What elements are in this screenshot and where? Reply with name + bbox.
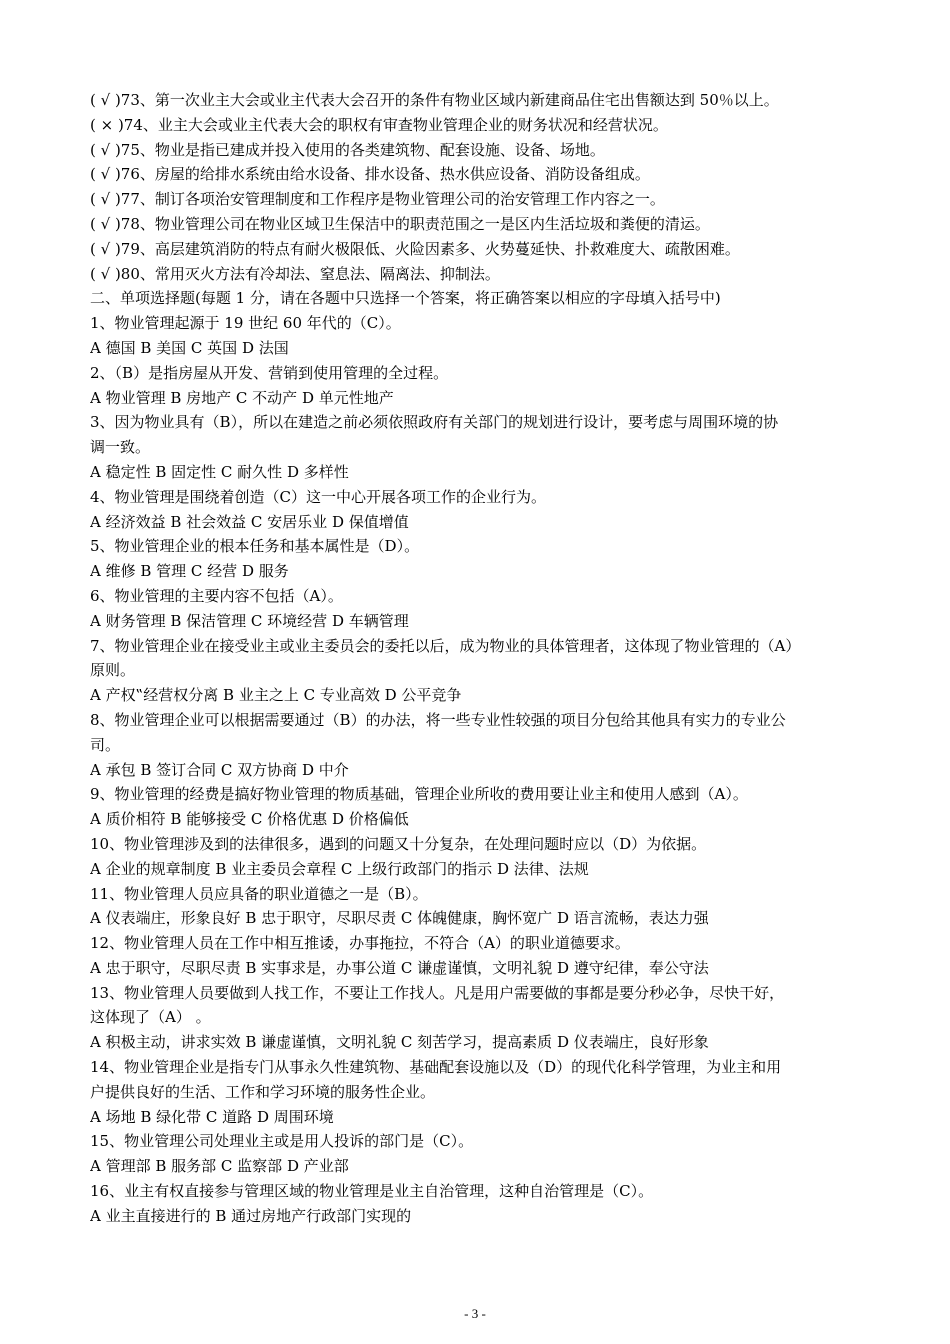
question-line: 1、物业管理起源于 19 世纪 60 年代的（C）。: [90, 314, 401, 333]
options-line: A 维修 B 管理 C 经营 D 服务: [90, 562, 289, 581]
question-line: 2、（B）是指房屋从开发、营销到使用管理的全过程。: [90, 363, 449, 382]
options-line: A 企业的规章制度 B 业主委员会章程 C 上级行政部门的指示 D 法律、法规: [90, 859, 589, 878]
question-line: 14、物业管理企业是指专门从事永久性建筑物、基础配套设施以及（D）的现代化科学管理，为业主和用: [90, 1058, 782, 1077]
options-line: A 稳定性 B 固定性 C 耐久性 D 多样性: [90, 462, 349, 481]
options-line: A 忠于职守，尽职尽责 B 实事求是，办事公道 C 谦虚谨慎，文明礼貌 D 遵守纪律，奉公守法: [90, 958, 709, 977]
options-line: A 经济效益 B 社会效益 C 安居乐业 D 保值增值: [90, 512, 409, 531]
question-line: 6、物业管理的主要内容不包括（A）。: [90, 586, 343, 605]
question-line: 8、物业管理企业可以根据需要通过（B）的办法，将一些专业性较强的项目分包给其他具有实力的专业公: [90, 710, 786, 729]
question-line: 11、物业管理人员应具备的职业道德之一是（B）。: [90, 884, 428, 903]
question-line: 这体现了（A） 。: [90, 1008, 211, 1027]
text-line: ( √ )78、物业管理公司在物业区域卫生保洁中的职责范围之一是区内生活垃圾和粪便的清运。: [90, 214, 710, 233]
question-line: 13、物业管理人员要做到人找工作，不要让工作找人。凡是用户需要做的事都是要分秒必争，尽快干好，: [90, 983, 785, 1002]
text-line: ( √ )75、物业是指已建成并投入使用的各类建筑物、配套设施、设备、场地。: [90, 140, 605, 159]
section-heading: 二、单项选择题(每题 1 分，请在各题中只选择一个答案，将正确答案以相应的字母填入括号中): [90, 289, 721, 308]
question-line: 户提供良好的生活、工作和学习环境的服务性企业。: [90, 1082, 436, 1101]
options-line: A 物业管理 B 房地产 C 不动产 D 单元性地产: [90, 388, 394, 407]
question-line: 3、因为物业具有（B），所以在建造之前必须依照政府有关部门的规划进行设计，要考虑与周围环境的协: [90, 413, 779, 432]
options-line: A 积极主动，讲求实效 B 谦虚谨慎，文明礼貌 C 刻苦学习，提高素质 D 仪表端庄，良好形象: [90, 1033, 709, 1052]
options-line: A 质价相符 B 能够接受 C 价格优惠 D 价格偏低: [90, 810, 409, 829]
question-line: 调一致。: [90, 438, 151, 457]
page-number: - 3 -: [464, 1306, 486, 1321]
text-line: ( × )74、业主大会或业主代表大会的职权有审查物业管理企业的财务状况和经营状况。: [90, 115, 668, 134]
options-line: A 仪表端庄，形象良好 B 忠于职守，尽职尽责 C 体魄健康，胸怀宽广 D 语言流畅，表达力强: [90, 909, 709, 928]
question-line: 12、物业管理人员在工作中相互推诿，办事拖拉，不符合（A）的职业道德要求。: [90, 934, 630, 953]
question-line: 原则。: [90, 661, 136, 680]
text-line: ( √ )80、常用灭火方法有冷却法、窒息法、隔离法、抑制法。: [90, 264, 500, 283]
text-line: ( √ )77、制订各项治安管理制度和工作程序是物业管理公司的治安管理工作内容之一。: [90, 190, 665, 209]
question-line: 4、物业管理是围绕着创造（C）这一中心开展各项工作的企业行为。: [90, 487, 547, 506]
document-body: [90, 88, 870, 1229]
options-line: A 业主直接进行的 B 通过房地产行政部门实现的: [90, 1206, 412, 1225]
options-line: A 财务管理 B 保洁管理 C 环境经营 D 车辆管理: [90, 611, 409, 630]
question-line: 5、物业管理企业的根本任务和基本属性是（D）。: [90, 537, 420, 556]
options-line: A 场地 B 绿化带 C 道路 D 周围环境: [90, 1107, 334, 1126]
question-line: 9、物业管理的经费是搞好物业管理的物质基础，管理企业所收的费用要让业主和使用人感到（A）。: [90, 785, 748, 804]
text-line: ( √ )79、高层建筑消防的特点有耐火极限低、火险因素多、火势蔓延快、扑救难度大、疏散困难。: [90, 239, 740, 258]
question-line: 15、物业管理公司处理业主或是用人投诉的部门是（C）。: [90, 1132, 474, 1151]
question-line: 10、物业管理涉及到的法律很多，遇到的问题又十分复杂，在处理问题时应以（D）为依据。: [90, 834, 707, 853]
question-line: 16、业主有权直接参与管理区域的物业管理是业主自治管理，这种自治管理是（C）。: [90, 1182, 654, 1201]
options-line: A 承包 B 签订合同 C 双方协商 D 中介: [90, 760, 349, 779]
question-line: 7、物业管理企业在接受业主或业主委员会的委托以后，成为物业的具体管理者，这体现了物业管理的（A）: [90, 636, 801, 655]
options-line: A 产权‟经营权分离 B 业主之上 C 专业高效 D 公平竞争: [90, 686, 462, 705]
options-line: A 管理部 B 服务部 C 监察部 D 产业部: [90, 1157, 349, 1176]
question-line: 司。: [90, 735, 121, 754]
text-line: ( √ )73、第一次业主大会或业主代表大会召开的条件有物业区域内新建商品住宅出售额达到 50％以上。: [90, 91, 779, 109]
text-line: ( √ )76、房屋的给排水系统由给水设备、排水设备、热水供应设备、消防设备组成。: [90, 165, 650, 184]
options-line: A 德国 B 美国 C 英国 D 法国: [90, 338, 289, 357]
